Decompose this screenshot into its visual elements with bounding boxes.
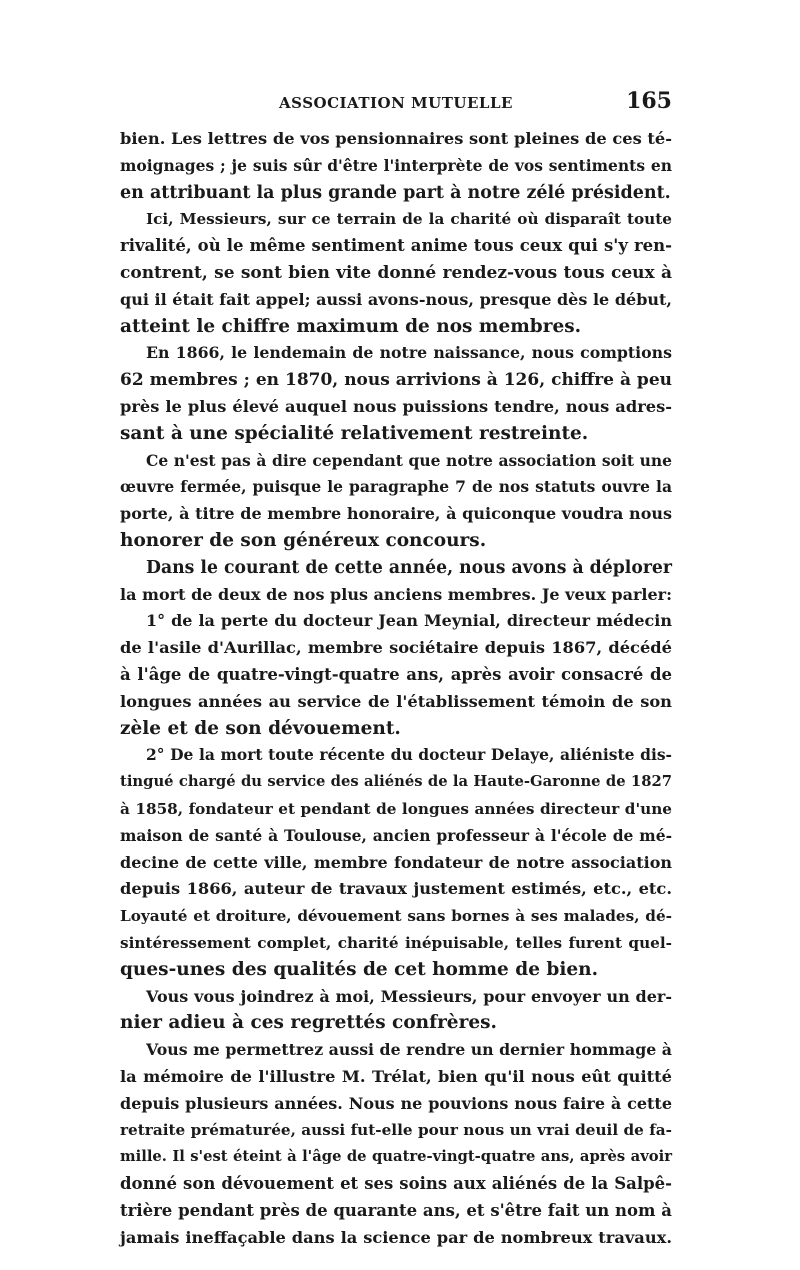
text-line: 1° de la perte du docteur Jean Meynial, directeur médecin bbox=[146, 611, 672, 631]
text-line: à l'âge de quatre-vingt-quatre ans, après avoir consacré de bbox=[120, 664, 672, 684]
text-line: jamais ineffaçable dans la science par de nombreux travaux. bbox=[120, 1227, 672, 1247]
text-line: depuis 1866, auteur de travaux justement estimés, etc., etc. bbox=[120, 879, 672, 899]
text-line: nier adieu à ces regrettés confrères. bbox=[120, 1012, 497, 1034]
text-line: honorer de son généreux concours. bbox=[120, 529, 487, 551]
text-line: 2° De la mort toute récente du docteur Delaye, aliéniste dis- bbox=[146, 745, 672, 765]
text-line: contrent, se sont bien vite donné rendez-vous tous ceux à bbox=[120, 262, 672, 283]
text-line: à 1858, fondateur et pendant de longues années directeur d'une bbox=[120, 799, 672, 818]
text-line: moignages ; je suis sûr d'être l'interprète de vos sentiments en bbox=[120, 155, 672, 175]
text-line: 62 membres ; en 1870, nous arrivions à 126, chiffre à peu bbox=[120, 370, 672, 391]
running-title: ASSOCIATION MUTUELLE bbox=[279, 94, 513, 112]
page-header bbox=[120, 86, 672, 122]
text-line: Vous vous joindrez à moi, Messieurs, pour envoyer un der- bbox=[146, 986, 672, 1006]
text-line: porte, à titre de membre honoraire, à quiconque voudra nous bbox=[120, 504, 672, 524]
text-line: Dans le courant de cette année, nous avons à déplorer bbox=[146, 557, 672, 578]
text-line: Loyauté et droiture, dévouement sans bornes à ses malades, dé- bbox=[120, 907, 672, 926]
text-line: retraite prématurée, aussi fut-elle pour nous un vrai deuil de fa- bbox=[120, 1121, 672, 1140]
text-line: decine de cette ville, membre fondateur de notre association bbox=[120, 852, 672, 872]
text-line: sant à une spécialité relativement restreinte. bbox=[120, 422, 589, 444]
text-line: Ce n'est pas à dire cependant que notre association soit une bbox=[146, 450, 672, 470]
text-line: ques-unes des qualités de cet homme de bien. bbox=[120, 958, 599, 980]
text-line: bien. Les lettres de vos pensionnaires sont pleines de ces té- bbox=[120, 129, 672, 148]
text-line: mille. Il s'est éteint à l'âge de quatre-vingt-quatre ans, après avoir bbox=[120, 1148, 672, 1166]
text-line: atteint le chiffre maximum de nos membres. bbox=[120, 315, 582, 337]
page-number: 165 bbox=[626, 88, 672, 114]
text-line: œuvre fermée, puisque le paragraphe 7 de nos statuts ouvre la bbox=[120, 477, 672, 497]
text-line: qui il était fait appel; aussi avons-nous, presque dès le début, bbox=[120, 289, 672, 309]
body-text bbox=[120, 126, 672, 1251]
text-line: rivalité, où le même sentiment anime tous ceux qui s'y ren- bbox=[120, 236, 672, 256]
text-line: en attribuant la plus grande part à notre zélé président. bbox=[120, 182, 671, 203]
text-line: la mémoire de l'illustre M. Trélat, bien qu'il nous eût quitté bbox=[120, 1066, 672, 1086]
text-line: tingué chargé du service des aliénés de la Haute-Garonne de 1827 bbox=[120, 773, 672, 791]
text-line: Ici, Messieurs, sur ce terrain de la charité où disparaît toute bbox=[146, 210, 672, 229]
text-line: longues années au service de l'établissement témoin de son bbox=[120, 691, 672, 711]
text-line: Vous me permettrez aussi de rendre un dernier hommage à bbox=[146, 1040, 672, 1060]
text-line: sintéressement complet, charité inépuisable, telles furent quel- bbox=[120, 933, 672, 952]
text-line: En 1866, le lendemain de notre naissance, nous comptions bbox=[146, 343, 672, 363]
text-line: la mort de deux de nos plus anciens membres. Je veux parler: bbox=[120, 584, 672, 604]
text-line: maison de santé à Toulouse, ancien professeur à l'école de mé- bbox=[120, 825, 672, 845]
text-line: de l'asile d'Aurillac, membre sociétaire depuis 1867, décédé bbox=[120, 638, 672, 658]
text-line: trière pendant près de quarante ans, et s'être fait un nom à bbox=[120, 1200, 672, 1220]
text-line: zèle et de son dévouement. bbox=[120, 717, 401, 739]
text-line: près le plus élevé auquel nous puissions tendre, nous adres- bbox=[120, 396, 672, 416]
text-line: donné son dévouement et ses soins aux aliénés de la Salpê- bbox=[120, 1174, 672, 1194]
text-line: depuis plusieurs années. Nous ne pouvions nous faire à cette bbox=[120, 1093, 672, 1113]
